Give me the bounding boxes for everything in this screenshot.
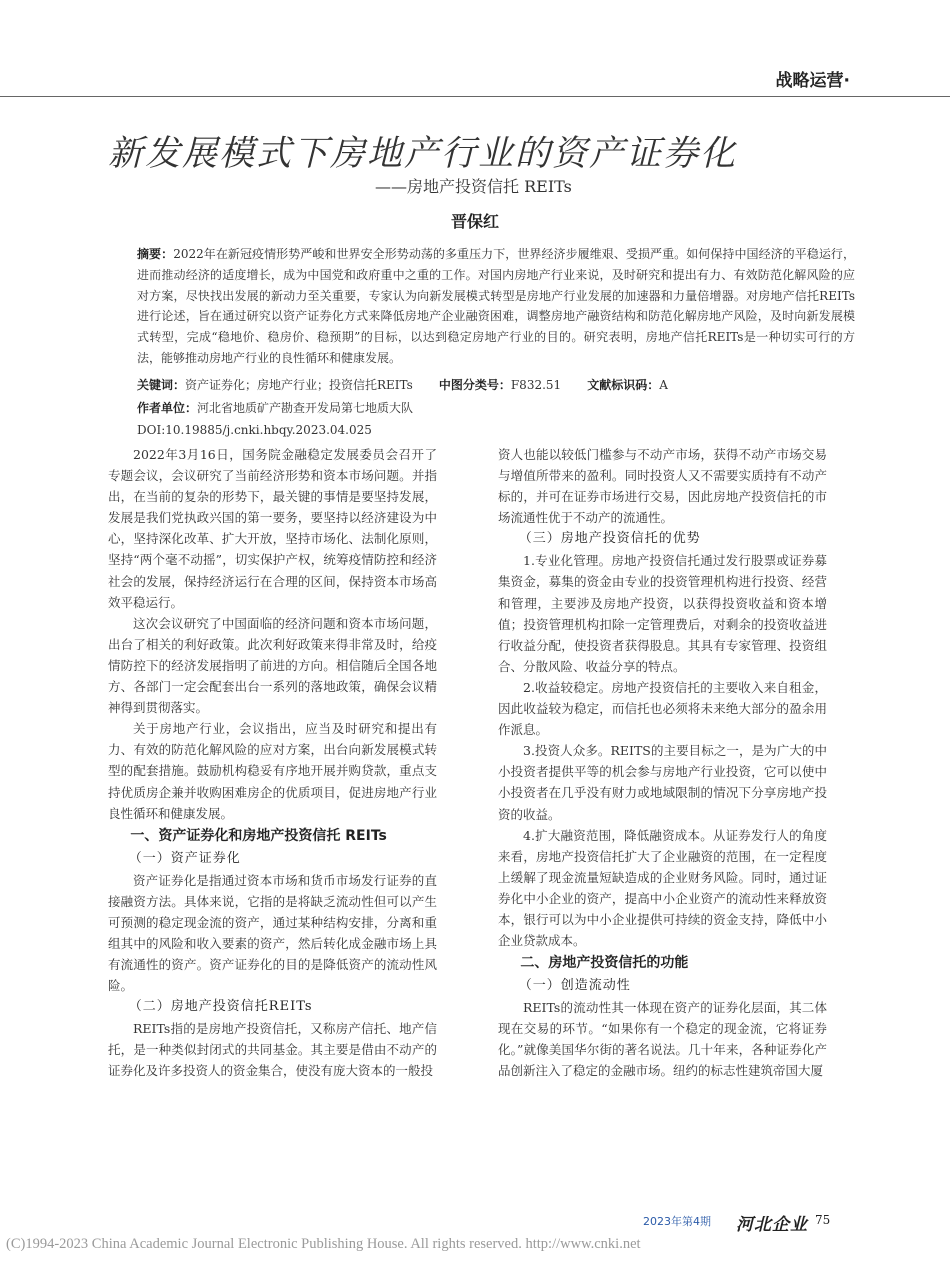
header-divider <box>0 96 950 97</box>
article-subtitle: ——房地产投资信托 REITs <box>375 177 572 196</box>
abstract-label: 摘要： <box>137 247 174 261</box>
affiliation: 河北省地质矿产勘查开发局第七地质大队 <box>197 401 414 415</box>
body-column-left <box>108 444 437 1082</box>
article-title: 新发展模式下房地产行业的资产证券化 <box>108 134 738 174</box>
paragraph: 关于房地产行业，会议指出，应当及时研究和提出有力、有效的防范化解风险的应对方案，出台向新发展模式转型的配套措施。鼓励机构稳妥有序地开展并购贷款，重点支持优质房企兼并收购困难房企的优质项目，促进房地产行业良性循环和健康发展。 <box>108 721 437 821</box>
doc-code: A <box>659 378 668 392</box>
magazine-logo: 河北企业 <box>736 1215 808 1235</box>
doc-code-label: 文献标识码： <box>587 378 660 392</box>
paragraph: 2.收益较稳定。房地产投资信托的主要收入来自租金，因此收益较为稳定，而信托也必须将未来绝大部分的盈余用作派息。 <box>498 679 827 738</box>
subsection-heading: （三）房地产投资信托的优势 <box>518 531 701 547</box>
paragraph: REITs的流动性其一体现在资产的证券化层面，其二体现在交易的环节。“如果你有一个稳定的现金流，它将证券化。”就像美国华尔街的著名说法。几十年来，各种证券化产品创新注入了稳定的金融市场。纽约的标志性建筑帝国大厦 <box>498 1000 827 1079</box>
paragraph: 2022年3月16日，国务院金融稳定发展委员会召开了专题会议，会议研究了当前经济形势和资本市场问题。并指出，在当前的复杂的形势下，最关键的事情是要坚持发展，发展是我们党执政兴国的第一要务，要坚持以经济建设为中心，坚持深化改革、扩大开放，坚持市场化、法制化原则，坚持“两个毫不动摇”，切实保护产权，统筹疫情防控和经济社会的发展，保持经济运行在合理的区间，保持资本市场高效平稳运行。 <box>108 447 437 610</box>
paragraph-continued: 资人也能以较低门槛参与不动产市场，获得不动产市场交易与增值所带来的盈利。同时投资人又不需要实质持有不动产标的，并可在证券市场进行交易，因此房地产投资信托的市场流通性优于不动产的流通性。 <box>498 447 827 526</box>
affiliation-label: 作者单位： <box>137 401 198 415</box>
body-column-right <box>498 444 827 1082</box>
copyright-watermark: (C)1994-2023 China Academic Journal Electronic Publishing House. All rights reserved. http://www.cnki.net <box>6 1236 641 1252</box>
paragraph: REITs指的是房地产投资信托，又称房产信托、地产信托，是一种类似封闭式的共同基金。其主要是借由不动产的证券化及许多投资人的资金集合，使没有庞大资本的一般投 <box>108 1021 437 1079</box>
section-label: 战略运营· <box>775 71 850 91</box>
page-number: 75 <box>815 1213 831 1227</box>
section-heading: 一、资产证券化和房地产投资信托 REITs <box>130 827 387 844</box>
subsection-heading: （一）资产证券化 <box>128 850 241 866</box>
author-name: 晋保红 <box>450 212 499 231</box>
section-heading: 二、房地产投资信托的功能 <box>520 955 689 972</box>
abstract <box>137 244 855 369</box>
subsection-heading: （二）房地产投资信托REITs <box>128 999 313 1015</box>
doi: DOI:10.19885/j.cnki.hbqy.2023.04.025 <box>137 423 372 437</box>
keywords-label: 关键词： <box>137 378 186 392</box>
keywords: 资产证券化；房地产行业；投资信托REITs <box>185 378 413 392</box>
abstract-text: 2022年在新冠疫情形势严峻和世界安全形势动荡的多重压力下，世界经济步履维艰、受损严重。如何保持中国经济的平稳运行，进而推动经济的适度增长，成为中国党和政府重中之重的工作。对国内房地产行业来说，及时研究和提出有力、有效防范化解风险的应对方案，尽快找出发展的新动力至关重要，专家认为向新发展模式转型是房地产行业发展的加速器和力量倍增器。对房地产信托REITs进行论述，旨在通过研究以资产证券化方式来降低房地产企业融资困难，调整房地产融资结构和防范化解房地产风险，及时向新发展模式转型，完成“稳地价、稳房价、稳预期”的目标，以达到稳定房地产行业的目的。研究表明，房地产信托REITs是一种切实可行的方法，能够推动房地产行业的良性循环和健康发展。 <box>137 247 855 365</box>
affiliation-line <box>137 399 413 416</box>
keywords-line <box>137 376 668 393</box>
paragraph: 4.扩大融资范围，降低融资成本。从证券发行人的角度来看，房地产投资信托扩大了企业融资的范围，在一定程度上缓解了现金流量短缺造成的企业财务风险。同时，通过证券化中小企业的资产，提高中小企业资产的流动性来释放资本，银行可以为中小企业提供可持续的资金支持，降低中小企业贷款成本。 <box>498 827 827 949</box>
clc-label: 中图分类号： <box>438 378 511 392</box>
paragraph: 1.专业化管理。房地产投资信托通过发行股票或证券募集资金，募集的资金由专业的投资管理机构进行投资、经营和管理，主要涉及房地产投资，以获得投资收益和资本增值；投资管理机构扣除一定管理费后，对剩余的投资收益进行收益分配，使投资者获得股息。其具有专家管理、投资组合、分散风险、收益分享的特点。 <box>498 553 827 674</box>
subsection-heading: （一）创造流动性 <box>518 978 631 994</box>
paragraph: 这次会议研究了中国面临的经济问题和资本市场问题，出台了相关的利好政策。此次利好政策来得非常及时，给疫情防控下的经济发展指明了前进的方向。相信随后全国各地方、各部门一定会配套出台一系列的落地政策，确保会议精神得到贯彻落实。 <box>108 615 437 716</box>
paragraph: 资产证券化是指通过资本市场和货币市场发行证券的直接融资方法。具体来说，它指的是将缺乏流动性但可以产生可预测的稳定现金流的资产，通过某种结构安排，分离和重组其中的风险和收入要素的资产，然后转化成金融市场上具有流通性的资产。资产证券化的目的是降低资产的流动性风险。 <box>108 872 437 994</box>
issue-label: 2023年第4期 <box>643 1215 711 1228</box>
clc-number: F832.51 <box>510 378 562 392</box>
paragraph: 3.投资人众多。REITS的主要目标之一，是为广大的中小投资者提供平等的机会参与房地产行业投资，它可以使中小投资者在几乎没有财力或地域限制的情况下分享房地产投资的收益。 <box>498 743 827 822</box>
